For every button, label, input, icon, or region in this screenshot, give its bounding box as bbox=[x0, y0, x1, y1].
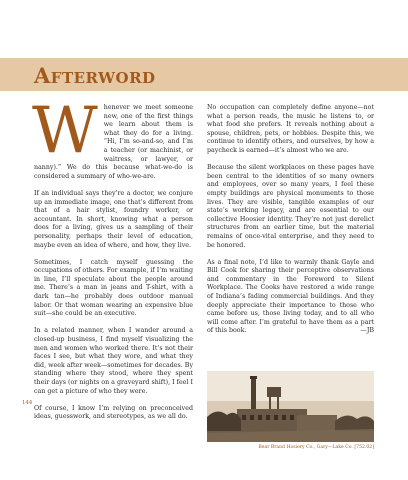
drop-cap: W bbox=[32, 94, 98, 168]
factory-wing bbox=[297, 415, 337, 431]
smokestack-cap bbox=[250, 376, 257, 379]
paragraph-4: In a related manner, when I wander around a closed-up business, I find myself visualizing the men and women who worked there. It’s not their faces I see, but what they wore, and what they did, week after week—sometimes for decades. By standing where they stood, where they spent their days (or nights on a graveyard shift), I feel I can get a picture of who they were. bbox=[34, 327, 193, 395]
page-number: 144 bbox=[22, 400, 33, 406]
right-column bbox=[207, 104, 374, 345]
paragraph-1-text: henever we meet someone new, one of the first things we learn about them is what they do for a living. “Hi, I’m so-and-so, and I’m a teacher (or machinist, or waitress, or lawyer, or nanny).” We do this because what-we-do is considered a summary of who-we-are. bbox=[34, 104, 193, 180]
paragraph-6: No occupation can completely define anyone—not what a person reads, the music he listens to, or what food she prefers. It reveals nothing about a spouse, children, pets, or hobbies. Despite this, we continue to identify others, and ourselves, by how a paycheck is earned—it’s almost who we are. bbox=[207, 104, 374, 154]
left-column bbox=[32, 94, 193, 431]
factory-building bbox=[237, 409, 307, 431]
author-signature: —JB bbox=[360, 327, 374, 335]
factory-photo-image bbox=[207, 371, 374, 442]
page-title: Afterword bbox=[34, 63, 156, 88]
water-tower-tank bbox=[267, 387, 281, 397]
factory-photo bbox=[207, 371, 374, 442]
paragraph-2: If an individual says they’re a doctor, we conjure up an immediate image, one that’s different from that of a hair stylist, foundry worker, or accountant. In short, knowing what a person does for a living, gives us a sampling of their personality, perhaps their level of education, maybe even an idea of where, and how, they live. bbox=[34, 189, 193, 249]
paragraph-8 bbox=[207, 259, 374, 336]
paragraph-8-text: As a final note, I’d like to warmly thank Gayle and Bill Cook for sharing their perceptive observations and commentary in the Foreword to Silent Workplace. The Cooks have restored a wide range of Indiana’s fading commercial buildings. And they deeply appreciate their importance to those who came before us, those living today, and to all who will come after. I’m grateful to have them as a part of this book. bbox=[207, 258, 374, 335]
paragraph-7: Because the silent workplaces on these pages have been central to the identities of so many owners and employees, over so many years, I feel these empty buildings are physical monuments to those lives. They are visible, tangible examples of our state’s working legacy, and are essential to our collective Hoosier identity. They’re not just derelict structures from an earlier time, but the material remains of once-vital enterprise, and they need to be honored. bbox=[207, 164, 374, 249]
paragraph-5: Of course, I know I’m relying on preconceived ideas, guesswork, and stereotypes, as we all do. bbox=[34, 404, 193, 421]
photo-caption: Bear Brand Hosiery Co., Gary—Lake Co. [752.02] bbox=[258, 445, 374, 450]
page-top-margin bbox=[0, 0, 408, 58]
paragraph-1 bbox=[32, 94, 193, 181]
paragraph-3: Sometimes, I catch myself guessing the occupations of others. For example, if I’m waiting in line, I’ll speculate about the people around me. There’s a man in jeans and T-shirt, with a dark tan—he probably does outdoor manual labor. Or that woman wearing an expensive blue suit—she could be an executive. bbox=[34, 258, 193, 318]
